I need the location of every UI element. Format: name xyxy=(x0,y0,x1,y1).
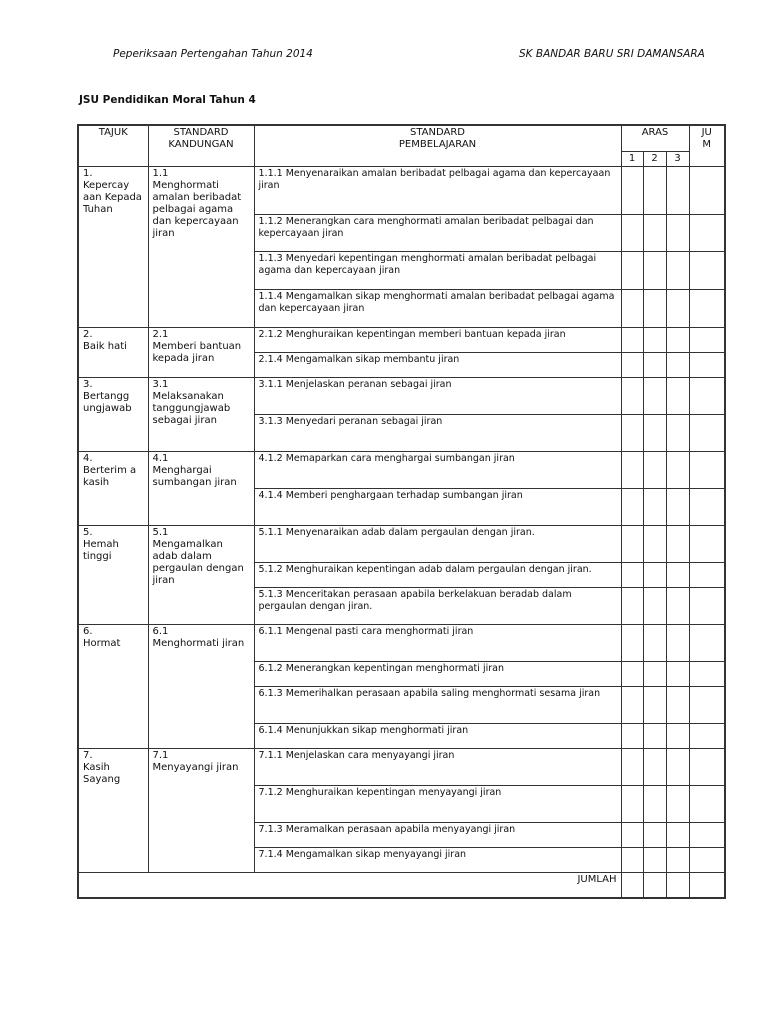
score-cell-jumlah xyxy=(689,251,725,289)
score-cell-level-3 xyxy=(666,748,689,785)
score-cell-jumlah xyxy=(689,352,725,377)
standard-kandungan-label: Mengamalkan adab dalam pergaulan dengan jiran xyxy=(152,538,244,586)
score-cell-level-1 xyxy=(621,822,643,847)
standard-kandungan-cell xyxy=(148,525,254,624)
tajuk-cell xyxy=(78,525,148,624)
score-cell-level-3 xyxy=(666,414,689,451)
score-cell-level-3 xyxy=(666,251,689,289)
score-cell-level-2 xyxy=(643,525,666,562)
standard-kandungan-number: 1.1 xyxy=(152,167,169,179)
score-cell-level-3 xyxy=(666,723,689,748)
score-cell-level-2 xyxy=(643,748,666,785)
score-cell-level-2 xyxy=(643,414,666,451)
tajuk-number: 7. xyxy=(83,749,93,761)
total-level-2-cell xyxy=(643,872,666,898)
score-cell-level-1 xyxy=(621,451,643,488)
score-cell-level-1 xyxy=(621,785,643,822)
score-cell-level-2 xyxy=(643,166,666,214)
jsu-table xyxy=(77,124,726,899)
score-cell-level-2 xyxy=(643,327,666,352)
sp-row xyxy=(78,327,725,352)
tajuk-number: 3. xyxy=(83,378,93,390)
aras-level-3: 3 xyxy=(666,151,689,166)
standard-pembelajaran-cell: 6.1.1 Mengenal pasti cara menghormati jiran xyxy=(254,624,621,661)
aras-level-2: 2 xyxy=(643,151,666,166)
score-cell-level-2 xyxy=(643,377,666,414)
score-cell-level-3 xyxy=(666,847,689,872)
score-cell-level-1 xyxy=(621,214,643,251)
sp-row xyxy=(78,748,725,785)
score-cell-level-2 xyxy=(643,562,666,587)
score-cell-level-3 xyxy=(666,661,689,686)
total-level-3-cell xyxy=(666,872,689,898)
score-cell-level-1 xyxy=(621,624,643,661)
standard-pembelajaran-cell: 1.1.1 Menyenaraikan amalan beribadat pelbagai agama dan kepercayaan jiran xyxy=(254,166,621,214)
standard-kandungan-label: Menghormati amalan beribadat pelbagai agama dan kepercayaan jiran xyxy=(152,179,242,239)
standard-pembelajaran-cell: 7.1.4 Mengamalkan sikap menyayangi jiran xyxy=(254,847,621,872)
standard-kandungan-cell xyxy=(148,377,254,451)
score-cell-jumlah xyxy=(689,822,725,847)
standard-pembelajaran-cell: 7.1.2 Menghuraikan kepentingan menyayangi jiran xyxy=(254,785,621,822)
score-cell-level-1 xyxy=(621,525,643,562)
standard-pembelajaran-cell: 4.1.2 Memaparkan cara menghargai sumbangan jiran xyxy=(254,451,621,488)
score-cell-jumlah xyxy=(689,723,725,748)
standard-pembelajaran-cell: 3.1.3 Menyedari peranan sebagai jiran xyxy=(254,414,621,451)
standard-pembelajaran-cell: 6.1.4 Menunjukkan sikap menghormati jiran xyxy=(254,723,621,748)
score-cell-level-3 xyxy=(666,166,689,214)
score-cell-level-1 xyxy=(621,377,643,414)
sp-row xyxy=(78,525,725,562)
header-school-name: SK BANDAR BARU SRI DAMANSARA xyxy=(519,48,705,60)
score-cell-level-2 xyxy=(643,587,666,624)
standard-pembelajaran-cell: 1.1.2 Menerangkan cara menghormati amalan beribadat pelbagai dan kepercayaan jiran xyxy=(254,214,621,251)
score-cell-level-1 xyxy=(621,414,643,451)
score-cell-jumlah xyxy=(689,488,725,525)
score-cell-level-2 xyxy=(643,847,666,872)
col-header-standard-kandungan: STANDARD KANDUNGAN xyxy=(148,125,254,166)
score-cell-level-2 xyxy=(643,686,666,723)
score-cell-level-3 xyxy=(666,587,689,624)
score-cell-level-1 xyxy=(621,847,643,872)
standard-kandungan-cell xyxy=(148,166,254,327)
score-cell-level-1 xyxy=(621,661,643,686)
score-cell-level-2 xyxy=(643,822,666,847)
score-cell-jumlah xyxy=(689,377,725,414)
score-cell-level-1 xyxy=(621,166,643,214)
score-cell-level-2 xyxy=(643,488,666,525)
standard-kandungan-number: 3.1 xyxy=(152,378,169,390)
score-cell-jumlah xyxy=(689,327,725,352)
standard-pembelajaran-cell: 1.1.4 Mengamalkan sikap menghormati amalan beribadat pelbagai agama dan kepercayaan jiran xyxy=(254,289,621,327)
total-label: JUMLAH xyxy=(78,872,621,898)
score-cell-level-1 xyxy=(621,748,643,785)
score-cell-level-3 xyxy=(666,785,689,822)
standard-pembelajaran-cell: 6.1.2 Menerangkan kepentingan menghormati jiran xyxy=(254,661,621,686)
tajuk-cell xyxy=(78,451,148,525)
score-cell-jumlah xyxy=(689,525,725,562)
standard-pembelajaran-cell: 2.1.2 Menghuraikan kepentingan memberi bantuan kepada jiran xyxy=(254,327,621,352)
standard-pembelajaran-cell: 6.1.3 Memerihalkan perasaan apabila saling menghormati sesama jiran xyxy=(254,686,621,723)
score-cell-jumlah xyxy=(689,166,725,214)
score-cell-level-3 xyxy=(666,686,689,723)
tajuk-cell xyxy=(78,624,148,748)
score-cell-level-1 xyxy=(621,723,643,748)
score-cell-level-3 xyxy=(666,562,689,587)
sp-row xyxy=(78,624,725,661)
standard-kandungan-number: 7.1 xyxy=(152,749,169,761)
tajuk-cell xyxy=(78,327,148,377)
score-cell-level-1 xyxy=(621,562,643,587)
score-cell-level-2 xyxy=(643,624,666,661)
score-cell-level-3 xyxy=(666,451,689,488)
sp-row xyxy=(78,451,725,488)
score-cell-level-2 xyxy=(643,451,666,488)
score-cell-jumlah xyxy=(689,451,725,488)
score-cell-jumlah xyxy=(689,785,725,822)
score-cell-jumlah xyxy=(689,847,725,872)
tajuk-number: 2. xyxy=(83,328,93,340)
header-exam-title: Peperiksaan Pertengahan Tahun 2014 xyxy=(113,48,313,60)
tajuk-cell xyxy=(78,377,148,451)
sp-row xyxy=(78,166,725,214)
standard-pembelajaran-cell: 5.1.1 Menyenaraikan adab dalam pergaulan dengan jiran. xyxy=(254,525,621,562)
total-level-1-cell xyxy=(621,872,643,898)
score-cell-level-1 xyxy=(621,327,643,352)
tajuk-number: 5. xyxy=(83,526,93,538)
tajuk-number: 6. xyxy=(83,625,93,637)
standard-kandungan-label: Menyayangi jiran xyxy=(152,761,239,773)
col-header-standard-pembelajaran: STANDARD PEMBELAJARAN xyxy=(254,125,621,166)
score-cell-jumlah xyxy=(689,624,725,661)
score-cell-jumlah xyxy=(689,414,725,451)
standard-pembelajaran-cell: 5.1.3 Menceritakan perasaan apabila berkelakuan beradab dalam pergaulan dengan jiran. xyxy=(254,587,621,624)
score-cell-level-3 xyxy=(666,352,689,377)
score-cell-jumlah xyxy=(689,661,725,686)
score-cell-level-3 xyxy=(666,525,689,562)
score-cell-level-3 xyxy=(666,377,689,414)
standard-kandungan-label: Melaksanakan tanggungjawab sebagai jiran xyxy=(152,390,231,426)
score-cell-jumlah xyxy=(689,562,725,587)
score-cell-jumlah xyxy=(689,587,725,624)
score-cell-jumlah xyxy=(689,686,725,723)
score-cell-level-2 xyxy=(643,251,666,289)
score-cell-level-3 xyxy=(666,488,689,525)
col-header-tajuk: TAJUK xyxy=(78,125,148,166)
standard-pembelajaran-cell: 7.1.3 Meramalkan perasaan apabila menyayangi jiran xyxy=(254,822,621,847)
tajuk-cell xyxy=(78,166,148,327)
tajuk-number: 4. xyxy=(83,452,93,464)
score-cell-jumlah xyxy=(689,748,725,785)
standard-kandungan-number: 5.1 xyxy=(152,526,169,538)
sp-row xyxy=(78,377,725,414)
tajuk-cell xyxy=(78,748,148,872)
score-cell-level-2 xyxy=(643,785,666,822)
tajuk-label: Baik hati xyxy=(83,340,127,352)
score-cell-level-3 xyxy=(666,289,689,327)
score-cell-level-3 xyxy=(666,327,689,352)
tajuk-label: Kepercay aan Kepada Tuhan xyxy=(83,179,142,215)
score-cell-level-1 xyxy=(621,289,643,327)
standard-kandungan-cell xyxy=(148,451,254,525)
standard-pembelajaran-cell: 2.1.4 Mengamalkan sikap membantu jiran xyxy=(254,352,621,377)
score-cell-level-3 xyxy=(666,624,689,661)
tajuk-label: Berterim a kasih xyxy=(83,464,137,488)
standard-pembelajaran-cell: 3.1.1 Menjelaskan peranan sebagai jiran xyxy=(254,377,621,414)
col-header-jumlah: JU M xyxy=(689,125,725,166)
score-cell-level-3 xyxy=(666,822,689,847)
score-cell-level-2 xyxy=(643,214,666,251)
standard-pembelajaran-cell: 1.1.3 Menyedari kepentingan menghormati amalan beribadat pelbagai agama dan kepercayaan jiran xyxy=(254,251,621,289)
total-jumlah-cell xyxy=(689,872,725,898)
score-cell-level-1 xyxy=(621,251,643,289)
standard-kandungan-label: Menghormati jiran xyxy=(152,637,245,649)
score-cell-jumlah xyxy=(689,289,725,327)
standard-pembelajaran-cell: 7.1.1 Menjelaskan cara menyayangi jiran xyxy=(254,748,621,785)
score-cell-level-3 xyxy=(666,214,689,251)
standard-pembelajaran-cell: 5.1.2 Menghuraikan kepentingan adab dalam pergaulan dengan jiran. xyxy=(254,562,621,587)
aras-level-1: 1 xyxy=(621,151,643,166)
col-header-aras: ARAS xyxy=(621,125,689,151)
score-cell-level-1 xyxy=(621,352,643,377)
score-cell-level-1 xyxy=(621,587,643,624)
score-cell-level-1 xyxy=(621,686,643,723)
tajuk-number: 1. xyxy=(83,167,93,179)
standard-pembelajaran-cell: 4.1.4 Memberi penghargaan terhadap sumbangan jiran xyxy=(254,488,621,525)
score-cell-level-1 xyxy=(621,488,643,525)
score-cell-jumlah xyxy=(689,214,725,251)
score-cell-level-2 xyxy=(643,352,666,377)
score-cell-level-2 xyxy=(643,289,666,327)
standard-kandungan-number: 2.1 xyxy=(152,328,169,340)
score-cell-level-2 xyxy=(643,723,666,748)
tajuk-label: Hemah tinggi xyxy=(83,538,119,562)
tajuk-label: Bertangg ungjawab xyxy=(83,390,132,414)
standard-kandungan-cell xyxy=(148,748,254,872)
standard-kandungan-cell xyxy=(148,327,254,377)
standard-kandungan-label: Memberi bantuan kepada jiran xyxy=(152,340,242,364)
document-title: JSU Pendidikan Moral Tahun 4 xyxy=(79,94,256,106)
tajuk-label: Kasih Sayang xyxy=(83,761,121,785)
standard-kandungan-cell xyxy=(148,624,254,748)
standard-kandungan-label: Menghargai sumbangan jiran xyxy=(152,464,237,488)
tajuk-label: Hormat xyxy=(83,637,121,649)
standard-kandungan-number: 6.1 xyxy=(152,625,169,637)
score-cell-level-2 xyxy=(643,661,666,686)
standard-kandungan-number: 4.1 xyxy=(152,452,169,464)
